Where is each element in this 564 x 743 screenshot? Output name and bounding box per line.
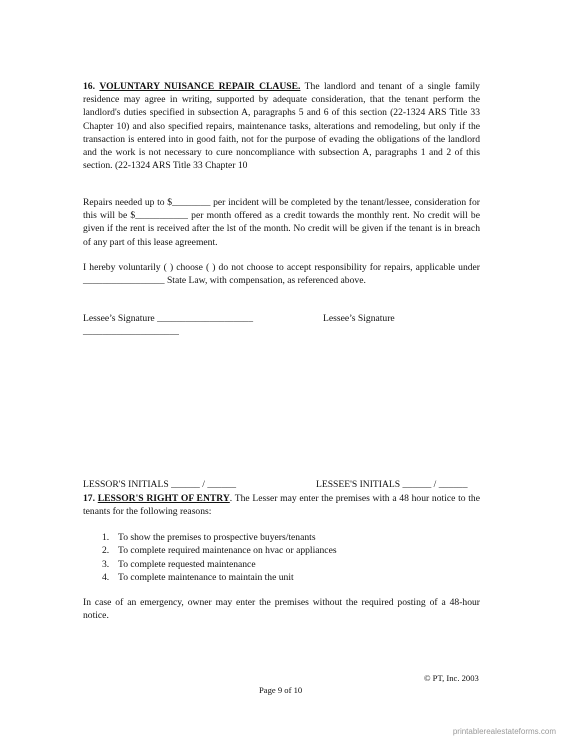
list-item-number: 1. [102, 532, 110, 543]
list-item-text: To show the premises to prospective buyers/tenants [118, 532, 316, 543]
lessor-initials: LESSOR'S INITIALS ______ / ______ [83, 479, 237, 490]
section-17-paragraph [83, 492, 480, 518]
list-item-number: 2. [102, 545, 110, 557]
lessee-signature-2: Lessee’s Signature [323, 313, 395, 324]
repairs-paragraph: Repairs needed up to $________ per incident will be completed by the tenant/lessee, consideration for this will be $___________ per month offered as a credit towards the monthly rent. No credit will be given if the rent is received after the lst of the month. No credit will be given if the tenant is in breach of any part of this lease agreement. [83, 197, 480, 248]
lessee-initials: LESSEE'S INITIALS ______ / ______ [316, 479, 468, 490]
list-item-text: To complete maintenance to maintain the unit [118, 572, 294, 584]
list-item [102, 558, 337, 571]
watermark-url[interactable]: printablerealestateforms.com [452, 727, 556, 736]
section-16-paragraph [83, 80, 480, 172]
voluntary-choice-paragraph: I hereby voluntarily ( ) choose ( ) do not choose to accept responsibility for repairs, applicable under _________________ State Law, with compensation, as referenced above. [83, 262, 480, 287]
entry-reasons-list [102, 531, 337, 585]
section-17-intro: . The Lesser may enter the premises with a 48 hour notice to the tenants for the following reasons: [83, 493, 480, 518]
list-item [102, 531, 337, 544]
list-item-number: 3. [102, 558, 110, 570]
section-17-number: 17. [83, 493, 95, 504]
emergency-paragraph: In case of an emergency, owner may enter the premises without the required posting of a 48-hour notice. [83, 597, 480, 622]
copyright-notice: © PT, Inc. 2003 [424, 673, 479, 683]
section-17-title: LESSOR'S RIGHT OF ENTRY [97, 493, 230, 504]
page-number: Page 9 of 10 [259, 685, 303, 695]
lessee-signature-1: Lessee’s Signature ____________________ [83, 313, 254, 324]
section-16-title: VOLUNTARY NUISANCE REPAIR CLAUSE. [99, 81, 301, 92]
list-item [102, 544, 337, 557]
list-item-number: 4. [102, 572, 110, 584]
lessee-signature-2-line: ____________________ [83, 326, 179, 337]
list-item-text: To complete required maintenance on hvac or appliances [118, 545, 337, 557]
section-16-number: 16. [83, 81, 95, 92]
section-16-body: The landlord and tenant of a single family residence may agree in writing, supported by adequate consideration, that the tenant perform the landlord's duties specified in subsection A, paragraphs 5 and 6 of this section (22-1324 ARS Title 33 Chapter 10) and also specified repairs, maintenance tasks, alterations and remodeling, but only if the transaction is entered into in good faith, not for the purpose of evading the obligations of the landlord and the work is not necessary to cure noncompliance with subsection A, paragraphs 1 and 2 of this section. (22-1324 ARS Title 33 Chapter 10 [83, 81, 480, 172]
list-item [102, 571, 337, 584]
list-item-text: To complete requested maintenance [118, 558, 256, 570]
